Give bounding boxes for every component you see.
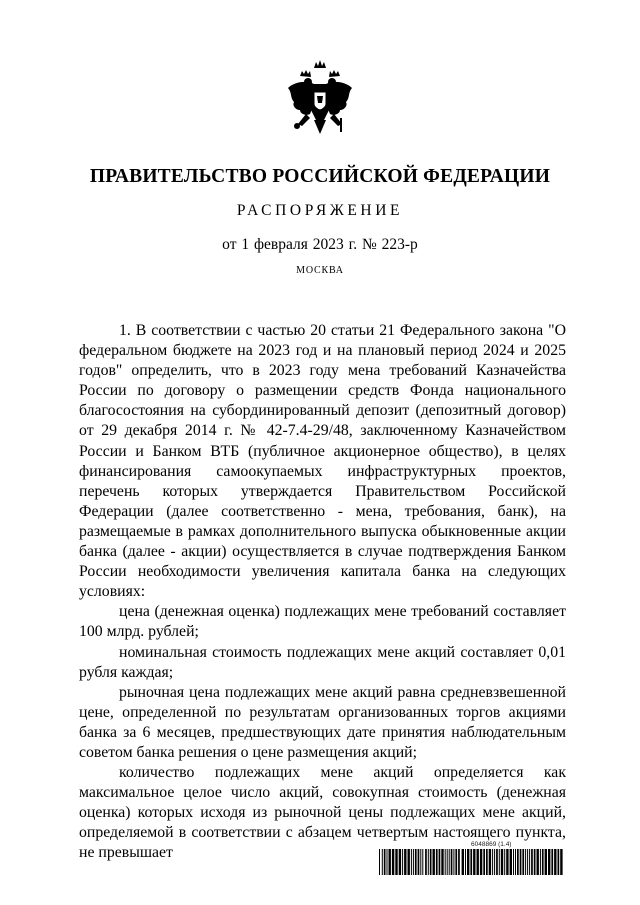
barcode-label: 6048869 (1.4) (471, 841, 512, 848)
paragraph-2: цена (денежная оценка) подлежащих мене требований составляет 100 млрд. рублей; (79, 603, 566, 641)
state-emblem-icon (284, 58, 356, 146)
paragraph-1: 1. В соответствии с частью 20 статьи 21 Федерального закона "О федеральном бюджете на 2023 год и на плановый период 2024 и 2025 годов" определить, что в 2023 году мена требований Казначейства России по договору о размещении средств Фонда национального благосостояния на субординированный депозит (депозитный договор) от 29 декабря 2014 г. № 42-7.4-29/48, заключенному Казначейством России и Банком ВТБ (публичное акционерное общество), в целях финансирования самоокупаемых инфраструктурных проектов, перечень которых утверждается Правительством Российской Федерации (далее соответственно - мена, требования, банк), на размещаемые в рамках дополнительного выпуска обыкновенные акции банка (далее - акции) осуществляется в случае подтверждения Банком России необходимости увеличения капитала банка на следующих условиях: (79, 322, 566, 601)
document-type: РАСПОРЯЖЕНИЕ (236, 202, 404, 219)
paragraph-3: номинальная стоимость подлежащих мене акций составляет 0,01 рубля каждая; (79, 643, 566, 681)
paragraph-4: рыночная цена подлежащих мене акций равна средневзвешенной цене, определенной по результатам организованных торгов акциями банка за 6 месяцев, предшествующих дате принятия наблюдательным советом банка решения о цене размещения акций; (79, 683, 566, 761)
document-date-number: от 1 февраля 2023 г. № 223-р (222, 236, 418, 253)
document-city: МОСКВА (296, 265, 344, 276)
document-body (79, 321, 566, 864)
barcode-icon (379, 849, 565, 875)
paragraph-5: количество подлежащих мене акций определяется как максимальное целое число акций, совокупная стоимость (денежная оценка) которых исходя из рыночной цены подлежащих мене акций, определяемой в соответствии с абзацем четвертым настоящего пункта, не превышает (79, 764, 566, 862)
government-title: ПРАВИТЕЛЬСТВО РОССИЙСКОЙ ФЕДЕРАЦИИ (89, 166, 551, 187)
